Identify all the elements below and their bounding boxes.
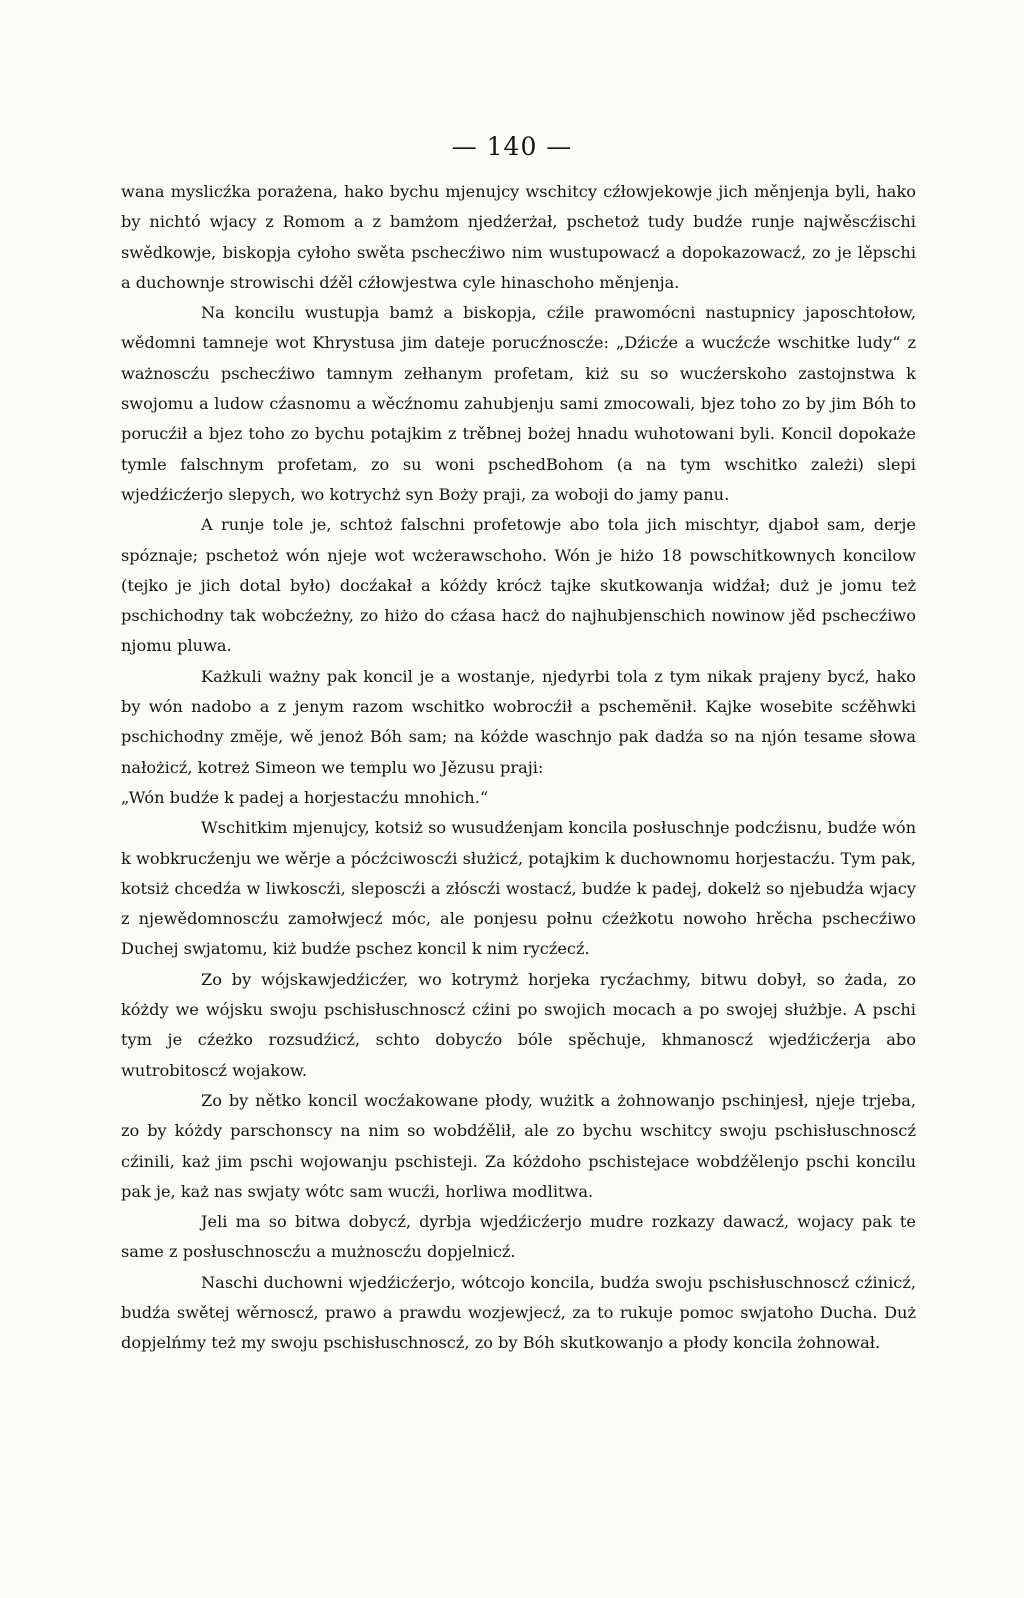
paragraph: A runje tole je, schtoż falschni profetowje abo tola jich mischtyr, djaboł sam, derje spóznaje; pschetoż wón njeje wot wcżerawschoho. Wón je hiżo 18 powschitkownych koncilow (tejko je jich dotal było) docźakał a kóżdy krócż tajke skutkowanja widźał; duż je jomu też pschichodny tak wobcźeżny, zo hiżo do cźasa hacż do najhubjenschich nowinow jěd pschecźiwo njomu pluwa. [121, 515, 916, 656]
paragraph: Zo by nětko koncil wocźakowane płody, wużitk a żohnowanjo pschinjesł, njeje trjeba, zo by kóżdy parschonscy na nim so wobdźělił, ale zo bychu wschitcy swoju pschisłuschnoscź cźinili, każ jim pschi wojowanju pschisteji. Za kóżdoho pschistejace wobdźělenjo pschi koncilu pak je, każ nas swjaty wótc sam wucźi, horliwa modlitwa. [121, 1090, 916, 1201]
paragraph: Na koncilu wustupja bamż a biskopja, cźile prawomócni nastupnicy japoschtołow, wědomni tamneje wot Khrystusa jim dateje porucźnoscźe: „Dźicźe a wucźcźe wschitke ludy“ z ważnoscźu pschecźiwo tamnym zełhanym profetam, kiż su so wucźerskoho zastojnstwa k swojomu a ludow cźasnomu a wěcźnomu zahubjenju sami zmocowali, bjez toho zo by jim Bóh to porucźił a bjez toho zo bychu potajkim z trěbnej bożej hnadu wuhotowani byli. Koncil dopokaże tymle falschnym profetam, zo su woni pschedBohom (a na tym wschitko zależi) slepi wjedźicźerjo slepych, wo kotrychż syn Boży praji, za woboji do jamy panu. [121, 303, 916, 504]
paragraph: Wschitkim mjenujcy, kotsiż so wusudźenjam koncila posłuschnje podcźisnu, budźe wón k wobkrucźenju we wěrje a pócźciwoscźi służicź, potajkim k duchownomu horjestacźu. Tym pak, kotsiż chcedźa w liwkoscźi, sleposcźi a złóscźi wostacź, budźe k padej, dokelż so njebudźa wjacy z njewědomnoscźu zamołwjecź móc, ale ponjesu połnu cźeżkotu nowoho hrěcha pschecźiwo Duchej swjatomu, kiż budźe pschez koncil k nim rycźecź. [121, 818, 916, 959]
paragraph: Jeli ma so bitwa dobycź, dyrbja wjedźicźerjo mudre rozkazy dawacź, wojacy pak te same z posłuschnoscźu a mużnoscźu dopjelnicź. [121, 1212, 916, 1262]
paragraph: Zo by wójskawjedźicźer, wo kotrymż horjeka rycźachmy, bitwu dobył, so żada, zo kóżdy we wójsku swoju pschisłuschnoscź cźini po swojich mocach a po swojej służbje. A pschi tym je cźeżko rozsudźicź, schto dobycźo bóle spěchuje, khmanoscź wjedźicźerja abo wutrobitoscź wojakow. [121, 969, 916, 1080]
page-number: — 140 — [451, 132, 573, 161]
body-text [121, 177, 916, 1359]
quotation: „Wón budźe k padej a horjestacźu mnohich.“ [121, 787, 489, 807]
paragraph: wana myslicźka porażena, hako bychu mjenujcy wschitcy cźłowjekowje jich měnjenja byli, hako by nichtó wjacy z Romom a z bamżom njedźerżał, pschetoż tudy budźe runje najwěscźischi swědkowje, biskopja cyłoho swěta pschecźiwo nim wustupowacź a dopokazowacź, zo je lěpschi a duchownje strowischi dźěl cźłowjestwa cyle hinaschoho měnjenja. [121, 182, 916, 292]
paragraph: Naschi duchowni wjedźicźerjo, wótcojo koncila, budźa swoju pschisłuschnoscź cźinicź, budźa swětej wěrnoscź, prawo a prawdu wozjewjecź, za to rukuje pomoc swjatoho Ducha. Duż dopjelńmy też my swoju pschisłuschnoscź, zo by Bóh skutkowanjo a płody koncila żohnował. [121, 1272, 916, 1353]
paragraph: Każkuli ważny pak koncil je a wostanje, njedyrbi tola z tym nikak prajeny bycź, hako by wón nadobo a z jenym razom wschitko wobrocźił a pschemĕnił. Kajke wosebite scźěhwki pschichodny zmĕje, wě jenoż Bóh sam; na kóżde waschnjo pak dadźa so na njón tesame słowa nałożicź, kotreż Simeon we templu wo Jězusu praji: [121, 666, 916, 777]
